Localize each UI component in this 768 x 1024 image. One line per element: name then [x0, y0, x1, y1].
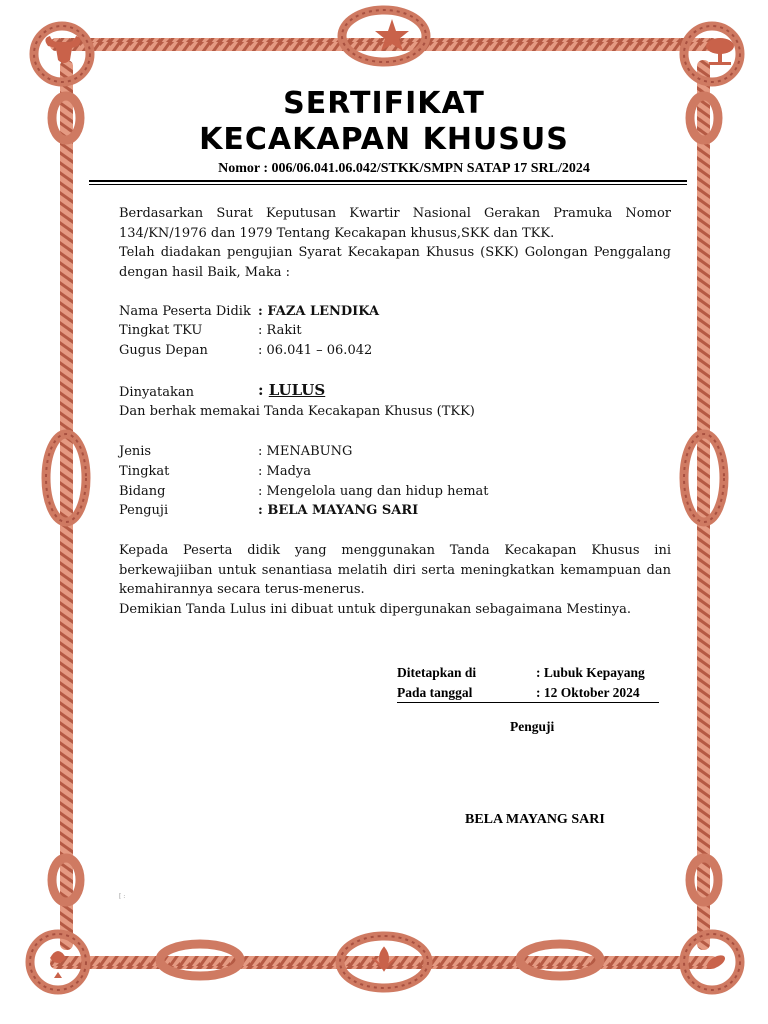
gugus-label: Gugus Depan	[119, 343, 208, 358]
tku-label: Tingkat TKU	[119, 323, 203, 338]
result-colon: :	[258, 381, 269, 399]
certificate-title: SERTIFIKAT	[283, 86, 485, 121]
penguji-value: : BELA MAYANG SARI	[258, 503, 419, 518]
place-value: : Lubuk Kepayang	[536, 665, 645, 680]
intro-paragraph: Berdasarkan Surat Keputusan Kwartir Nasional Gerakan Pramuka Nomor 134/KN/1976 dan 1979 Tentang Kecakapan khusus,SKK dan TKK.	[119, 206, 671, 241]
gugus-value: : 06.041 – 06.042	[258, 343, 373, 358]
result-note: Dan berhak memakai Tanda Kecakapan Khusus (TKK)	[119, 404, 475, 419]
name-value: : FAZA LENDIKA	[258, 304, 380, 319]
certificate-number: Nomor : 006/06.041.06.042/STKK/SMPN SATAP 17 SRL/2024	[218, 161, 590, 176]
closing-paragraph: Kepada Peserta didik yang menggunakan Tanda Kecakapan Khusus ini berkewajiiban untuk senantiasa melatih diri serta meningkatkan kemampuan dan kemahirannya secara terus-menerus.	[119, 543, 671, 597]
place-label: Ditetapkan di	[397, 665, 477, 680]
result-label: Dinyatakan	[119, 385, 195, 400]
bidang-value: : Mengelola uang dan hidup hemat	[258, 484, 489, 499]
intro-paragraph-2: Telah diadakan pengujian Syarat Kecakapan Khusus (SKK) Golongan Penggalang dengan hasil Baik, Maka :	[119, 245, 671, 280]
footnote-mark: [ :	[119, 893, 126, 900]
tingkat-label: Tingkat	[119, 464, 170, 479]
certificate-subtitle: KECAKAPAN KHUSUS	[199, 122, 569, 157]
closing-paragraph-2: Demikian Tanda Lulus ini dibuat untuk dipergunakan sebagaimana Mestinya.	[119, 602, 631, 617]
jenis-value: : MENABUNG	[258, 444, 353, 459]
jenis-label: Jenis	[119, 444, 152, 459]
tingkat-value: : Madya	[258, 464, 311, 479]
tku-value: : Rakit	[258, 323, 302, 338]
penguji-label: Penguji	[119, 503, 169, 518]
date-value: : 12 Oktober 2024	[536, 685, 640, 700]
date-label: Pada tanggal	[397, 685, 473, 700]
signer-name: BELA MAYANG SARI	[465, 812, 605, 827]
name-label: Nama Peserta Didik	[119, 304, 251, 319]
header-divider	[89, 180, 687, 182]
header-divider-thin	[89, 184, 687, 185]
tree-icon	[706, 38, 734, 65]
result-value	[258, 381, 325, 402]
lulus-text: LULUS	[268, 381, 326, 399]
signer-role: Penguji	[510, 719, 555, 734]
bidang-label: Bidang	[119, 484, 166, 499]
